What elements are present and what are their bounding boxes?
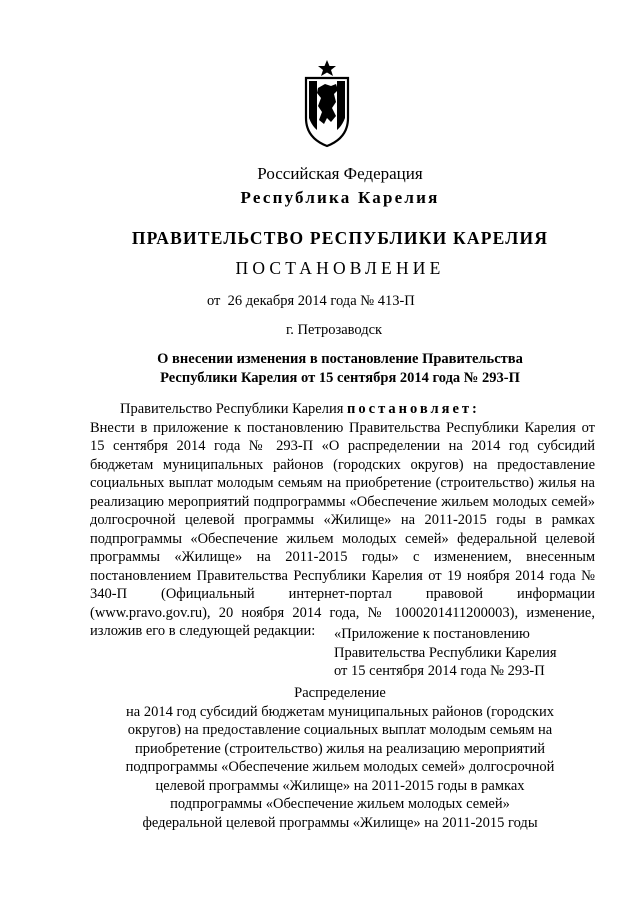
coat-of-arms-emblem bbox=[303, 60, 351, 148]
appendix-line: от 15 сентября 2014 года № 293-П bbox=[334, 663, 545, 679]
intro-text: Правительство Республики Карелия bbox=[120, 401, 348, 417]
distribution-line: целевой программы «Жилище» на 2011-2015 годы в рамках bbox=[155, 777, 525, 794]
distribution-line: подпрограммы «Обеспечение жильем молодых семей» bbox=[170, 796, 510, 812]
appendix-line: «Приложение к постановлению bbox=[334, 626, 530, 642]
body-paragraph: Внести в приложение к постановлению Правительства Республики Карелия от 15 сентября 2014 года № 293-П «О распределении на 2014 год субсидий бюджетам муниципальных районов (городских округов) на предоставление социальных выплат молодым семьям на приобретение (строительство) жилья на реализацию мероприятий подпрограммы «Обеспечение жильем молодых семей» долгосрочной целевой программы «Жилище» на 2011-2015 годы в рамках подпрограммы «Обеспечение жильем молодых семей» федеральной целевой программы «Жилище» на 2011-2015 годы» с изменением, внесенным постановлением Правительства Республики Карелия от 19 ноября 2014 года № 340-П (Официальный интернет-портал правовой информации (www.pravo.gov.ru), 20 ноября 2014 года, № 1000201411200003), изменение, изложив его в следующей редакции: bbox=[90, 419, 595, 639]
decree-date-number: от 26 декабря 2014 года № 413-П bbox=[207, 293, 415, 309]
distribution-heading bbox=[100, 684, 580, 832]
subject-line: Республики Карелия от 15 сентября 2014 года № 293-П bbox=[160, 370, 520, 386]
country-name: Российская Федерация bbox=[257, 164, 423, 183]
distribution-line: федеральной целевой программы «Жилище» на 2011-2015 годы bbox=[142, 814, 538, 831]
distribution-line: приобретение (строительство) жилья на реализацию мероприятий bbox=[134, 740, 546, 757]
resolves-word: постановляет: bbox=[347, 401, 480, 417]
decree-subject bbox=[120, 350, 560, 388]
distribution-title: Распределение bbox=[294, 685, 386, 701]
subject-line: О внесении изменения в постановление Правительства bbox=[157, 351, 523, 367]
distribution-line: на 2014 год субсидий бюджетам муниципальных районов (городских bbox=[126, 703, 554, 720]
intro-paragraph bbox=[90, 400, 595, 419]
republic-name: Республика Карелия bbox=[240, 188, 440, 207]
distribution-line: подпрограммы «Обеспечение жильем молодых семей» долгосрочной bbox=[125, 759, 555, 775]
distribution-line: округов) на предоставление социальных выплат молодым семьям на bbox=[127, 722, 553, 738]
decree-city: г. Петрозаводск bbox=[286, 322, 383, 338]
government-title: ПРАВИТЕЛЬСТВО РЕСПУБЛИКИ КАРЕЛИЯ bbox=[131, 228, 549, 248]
appendix-line: Правительства Республики Карелия bbox=[334, 644, 557, 661]
decree-body bbox=[90, 400, 595, 641]
decree-type-title: ПОСТАНОВЛЕНИЕ bbox=[235, 258, 445, 278]
appendix-reference bbox=[334, 625, 557, 681]
